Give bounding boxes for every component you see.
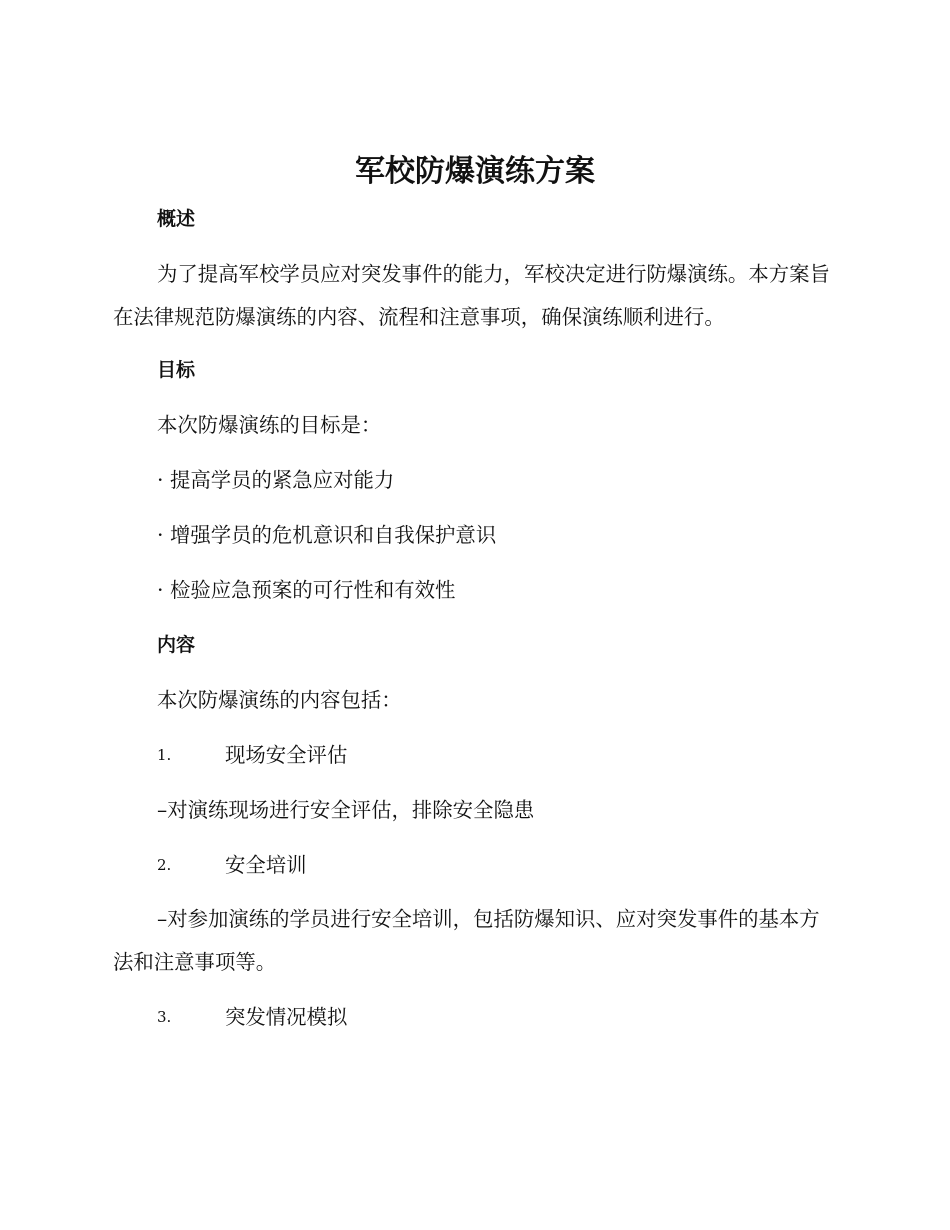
- heading-overview: 概述: [157, 208, 196, 230]
- item-title: 安全培训: [225, 853, 307, 877]
- goal-bullet: · 增强学员的危机意识和自我保护意识: [157, 523, 497, 547]
- content-intro: 本次防爆演练的内容包括：: [157, 688, 402, 712]
- overview-paragraph: 为了提高军校学员应对突发事件的能力，军校决定进行防爆演练。本方案旨在法律规范防爆演练的内容、流程和注意事项，确保演练顺利进行。: [113, 262, 830, 329]
- goal-bullet: · 检验应急预案的可行性和有效性: [157, 578, 456, 602]
- item-title: 现场安全评估: [225, 743, 348, 767]
- heading-content: 内容: [157, 634, 196, 656]
- page-title: 军校防爆演练方案: [355, 154, 595, 189]
- item-description: –对演练现场进行安全评估，排除安全隐患: [157, 798, 535, 822]
- item-number: 3.: [157, 1008, 172, 1026]
- goals-intro: 本次防爆演练的目标是：: [157, 413, 382, 437]
- item-description: –对参加演练的学员进行安全培训，包括防爆知识、应对突发事件的基本方法和注意事项等。: [113, 907, 820, 974]
- heading-goals: 目标: [157, 359, 196, 381]
- goal-bullet: · 提高学员的紧急应对能力: [157, 468, 395, 492]
- item-title: 突发情况模拟: [225, 1005, 348, 1029]
- item-number: 2.: [157, 856, 172, 874]
- item-number: 1.: [157, 746, 172, 764]
